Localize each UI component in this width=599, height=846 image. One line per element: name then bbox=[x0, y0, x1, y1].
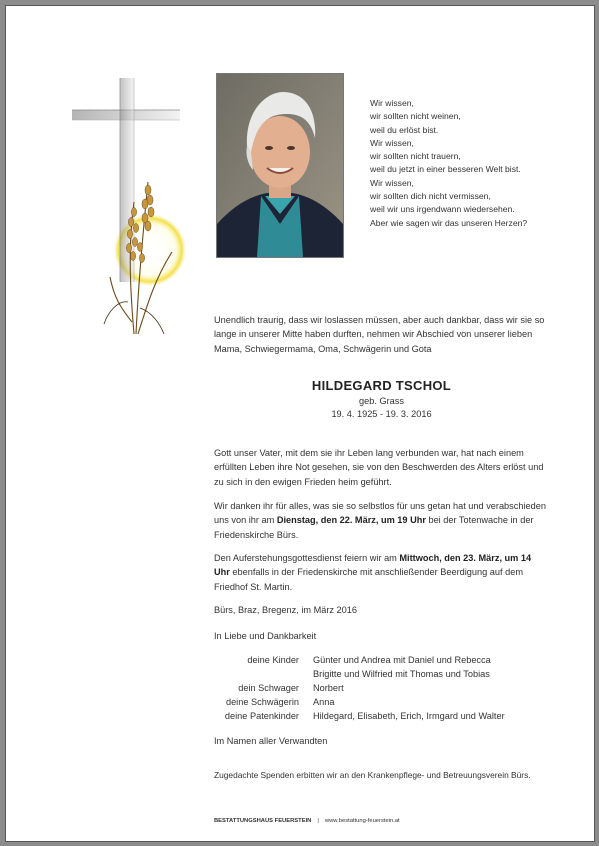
paragraph-wake bbox=[214, 499, 549, 542]
family-value: Brigitte und Wilfried mit Thomas und Tobias bbox=[313, 669, 490, 679]
obituary-page bbox=[5, 5, 595, 842]
poem-line: Aber wie sagen wir das unseren Herzen? bbox=[370, 217, 528, 228]
funeral-home-name: BESTATTUNGSHAUS FEUERSTEIN bbox=[214, 818, 312, 824]
relatives-line: Im Namen aller Verwandten bbox=[214, 736, 328, 746]
family-row bbox=[214, 653, 505, 667]
poem-line: Wir wissen, bbox=[370, 98, 414, 108]
portrait-photo bbox=[216, 73, 344, 258]
family-row bbox=[214, 681, 505, 695]
footer bbox=[214, 818, 400, 824]
wake-location: bei der Totenwache in der Friedenskirche Bürs. bbox=[214, 515, 534, 540]
family-row bbox=[214, 709, 505, 723]
wake-text: Wir danken ihr für alles, was sie so selbstlos für uns getan hat und verabschieden uns von ihr am bbox=[214, 501, 546, 526]
poem-line: wir sollten dich nicht vermissen, bbox=[370, 191, 491, 202]
family-list bbox=[214, 653, 505, 723]
poem-line: Wir wissen, bbox=[370, 137, 414, 148]
funeral-text: Den Auferstehungsgottesdienst feiern wir am bbox=[214, 553, 400, 563]
family-value: Norbert bbox=[313, 683, 344, 693]
poem-line: weil wir uns irgendwann wiedersehen. bbox=[370, 204, 515, 215]
intro-paragraph: Unendlich traurig, dass wir loslassen müssen, aber auch dankbar, dass wir sie so lange in unserer Mitte haben durften, nehmen wir Abschied von unserer lieben Mama, Schwiegermama, Oma, Schwägerin und Gota bbox=[214, 315, 545, 354]
funeral-date: Mittwoch, den 23. März, um 14 Uhr bbox=[214, 553, 532, 578]
poem bbox=[370, 97, 527, 230]
poem-line: wir sollten nicht trauern, bbox=[370, 151, 461, 162]
maiden-name: geb. Grass bbox=[359, 396, 404, 406]
place-date: Bürs, Braz, Bregenz, im März 2016 bbox=[214, 605, 357, 615]
poem-line: Wir wissen, bbox=[370, 177, 414, 188]
family-label: deine Kinder bbox=[247, 655, 299, 665]
poem-line: weil du erlöst bist. bbox=[370, 124, 439, 135]
family-row bbox=[214, 667, 505, 681]
deceased-name: HILDEGARD TSCHOL bbox=[311, 378, 452, 393]
paragraph-faith: Gott unser Vater, mit dem sie ihr Leben lang verbunden war, hat nach einem erfüllten Leben ihre Not gesehen, sie von den Beschwerden des Alters erlöst und zu sich in den ewigen Frieden heim geführt. bbox=[214, 448, 544, 487]
family-row bbox=[214, 695, 505, 709]
family-label: dein Schwager bbox=[238, 683, 299, 693]
funeral-home-url[interactable]: www.bestattung-feuerstein.at bbox=[324, 818, 400, 824]
donation-note: Zugedachte Spenden erbitten wir an den Krankenpflege- und Betreuungsverein Bürs. bbox=[214, 770, 531, 780]
family-value: Hildegard, Elisabeth, Erich, Irmgard und Walter bbox=[313, 711, 505, 721]
poem-line: wir sollten nicht weinen, bbox=[370, 111, 461, 122]
poem-line: weil du jetzt in einer besseren Welt bist. bbox=[370, 164, 521, 175]
love-line: In Liebe und Dankbarkeit bbox=[214, 631, 317, 641]
cross-wheat-illustration bbox=[68, 72, 188, 342]
wake-date: Dienstag, den 22. März, um 19 Uhr bbox=[276, 515, 426, 526]
family-value: Günter und Andrea mit Daniel und Rebecca bbox=[313, 655, 491, 665]
funeral-location: ebenfalls in der Friedenskirche mit anschließender Beerdigung auf dem Friedhof St. Martin. bbox=[214, 567, 523, 592]
family-label: deine Patenkinder bbox=[224, 711, 299, 721]
family-label: deine Schwägerin bbox=[225, 697, 299, 707]
life-dates: 19. 4. 1925 - 19. 3. 2016 bbox=[331, 409, 432, 419]
deceased-block bbox=[214, 378, 549, 421]
paragraph-funeral bbox=[214, 551, 549, 594]
footer-separator: | bbox=[317, 818, 319, 824]
family-label bbox=[214, 667, 313, 681]
family-value: Anna bbox=[313, 697, 335, 707]
